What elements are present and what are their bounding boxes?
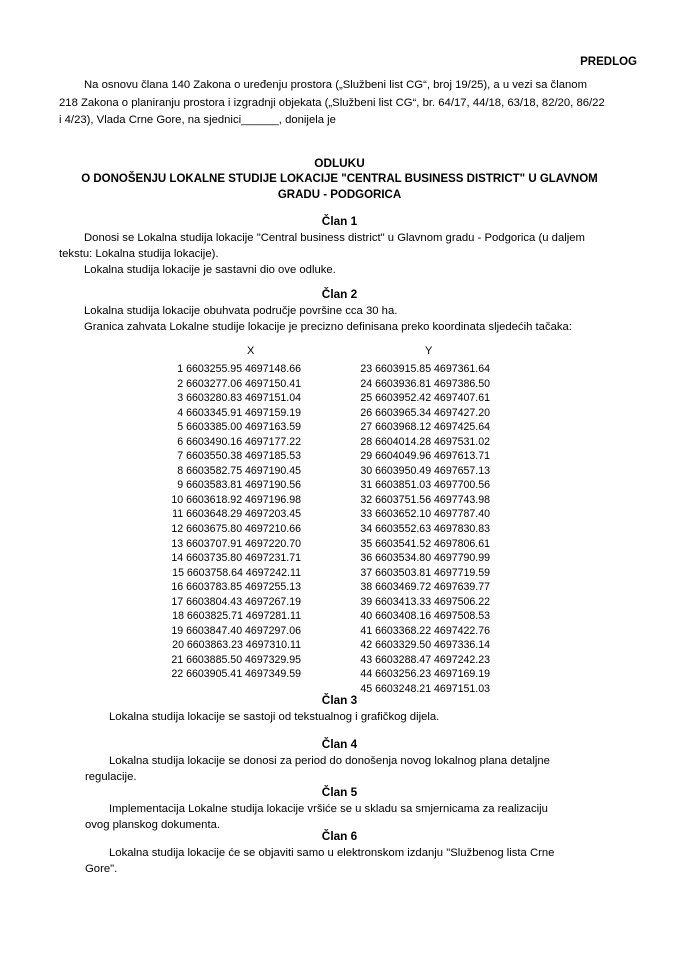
coordinate-point: 20 6603863.23 4697310.11 <box>172 639 301 652</box>
coordinate-point: 43 6603288.47 4697242.23 <box>360 653 490 666</box>
coordinate-point: 1 6603255.95 4697148.66 <box>177 363 301 375</box>
coordinate-point: 13 6603707.91 4697220.70 <box>171 537 301 550</box>
preamble-line-1: Na osnovu člana 140 Zakona o uređenju prostora („Službeni list CG“, broj 19/25), a u vezi sa članom <box>84 79 587 91</box>
coordinate-point: 18 6603825.71 4697281.11 <box>172 610 301 623</box>
coordinate-point: 9 6603583.81 4697190.56 <box>177 479 301 492</box>
article-4-line-2: regulacije. <box>85 771 137 783</box>
decision-subtitle: O DONOŠENJU LOKALNE STUDIJE LOKACIJE "CENTRAL BUSINESS DISTRICT" U GLAVNOM GRADU - PODGORICA <box>81 173 598 201</box>
document-status-label: PREDLOG <box>580 56 637 68</box>
coordinate-point: 45 6603248.21 4697151.03 <box>360 683 490 696</box>
coordinate-point: 23 6603915.85 4697361.64 <box>360 363 490 375</box>
coordinate-point: 2 6603277.06 4697150.41 <box>177 377 301 390</box>
coordinate-list-left <box>120 362 301 682</box>
article-6-line-1: Lokalna studija lokacije će se objaviti samo u elektronskom izdanju "Službenog lista Crne <box>109 847 555 859</box>
coordinate-point: 7 6603550.38 4697185.53 <box>177 450 301 463</box>
coordinate-point: 19 6603847.40 4697297.06 <box>171 624 301 637</box>
coordinate-point: 15 6603758.64 4697242.11 <box>172 566 301 579</box>
coordinate-point: 33 6603652.10 4697787.40 <box>360 508 490 521</box>
coordinate-point: 40 6603408.16 4697508.53 <box>360 610 490 623</box>
article-1-heading: Član 1 <box>321 214 358 228</box>
coordinate-point: 31 6603851.03 4697700.56 <box>360 479 490 492</box>
preamble-line-3: i 4/23), Vlada Crne Gore, na sjednici______, donijela je <box>59 114 336 126</box>
article-6-body <box>59 845 639 877</box>
coordinate-point: 22 6603905.41 4697349.59 <box>171 668 301 681</box>
coordinate-point: 6 6603490.16 4697177.22 <box>177 435 301 448</box>
coordinate-point: 38 6603469.72 4697639.77 <box>360 581 490 594</box>
preamble-line-2: 218 Zakona o planiranju prostora i izgradnji objekata („Službeni list CG“, br. 64/17, 44/18, 63/18, 82/20, 86/22 <box>59 96 605 109</box>
coordinate-point: 8 6603582.75 4697190.45 <box>177 464 301 477</box>
article-5-heading: Član 5 <box>321 785 358 799</box>
article-5-line-2: ovog planskog dokumenta. <box>85 819 221 831</box>
article-1-line-3: Lokalna studija lokacije je sastavni dio ove odluke. <box>84 264 336 276</box>
column-header-y: Y <box>425 345 433 357</box>
article-2-heading: Član 2 <box>321 287 358 301</box>
coordinate-point: 4 6603345.91 4697159.19 <box>177 406 301 419</box>
coordinate-point: 44 6603256.23 4697169.19 <box>360 668 490 681</box>
coordinate-point: 30 6603950.49 4697657.13 <box>360 464 490 477</box>
article-1-line-1: Donosi se Lokalna studija lokacije "Central business district" u Glavnom gradu - Podgorica (u daljem <box>84 232 585 244</box>
preamble <box>59 77 639 130</box>
coordinate-point: 10 6603618.92 4697196.98 <box>171 493 301 506</box>
article-2-body <box>59 303 639 335</box>
coordinate-point: 32 6603751.56 4697743.98 <box>360 493 490 506</box>
coordinate-point: 14 6603735.80 4697231.71 <box>171 552 301 565</box>
coordinate-point: 24 6603936.81 4697386.50 <box>360 377 490 390</box>
article-2-line-2: Granica zahvata Lokalne studije lokacije je precizno definisana preko koordinata sljedećih tačaka: <box>84 321 572 333</box>
article-6-heading: Član 6 <box>321 829 358 843</box>
coordinate-point: 3 6603280.83 4697151.04 <box>177 392 301 405</box>
coordinate-point: 21 6603885.50 4697329.95 <box>171 653 301 666</box>
coordinate-list-right <box>330 362 490 697</box>
coordinate-point: 39 6603413.33 4697506.22 <box>360 595 490 608</box>
article-1-line-2: tekstu: Lokalna studija lokacije). <box>59 248 219 260</box>
coordinate-point: 5 6603385.00 4697163.59 <box>177 421 301 434</box>
article-4-body <box>59 753 639 785</box>
coordinate-point: 28 6604014.28 4697531.02 <box>360 435 490 448</box>
coordinate-point: 27 6603968.12 4697425.64 <box>360 421 490 434</box>
coordinate-point: 35 6603541.52 4697806.61 <box>360 537 490 550</box>
decision-title: ODLUKU <box>314 156 365 170</box>
coordinate-point: 26 6603965.34 4697427.20 <box>360 406 490 419</box>
article-3-heading: Član 3 <box>321 693 358 707</box>
coordinate-point: 16 6603783.85 4697255.13 <box>171 581 301 594</box>
coordinate-point: 34 6603552.63 4697830.83 <box>360 523 490 536</box>
coordinate-point: 25 6603952.42 4697407.61 <box>360 392 490 405</box>
article-3-line-1: Lokalna studija lokacije se sastoji od tekstualnog i grafičkog dijela. <box>109 711 440 723</box>
article-4-heading: Član 4 <box>321 737 358 751</box>
coordinate-point: 37 6603503.81 4697719.59 <box>360 566 490 579</box>
coordinate-point: 29 6604049.96 4697613.71 <box>360 450 490 463</box>
article-1-body <box>59 230 639 278</box>
coordinate-point: 12 6603675.80 4697210.66 <box>171 523 301 536</box>
coordinate-point: 11 6603648.29 4697203.45 <box>172 508 301 521</box>
column-header-x: X <box>247 345 255 357</box>
coordinate-point: 41 6603368.22 4697422.76 <box>360 624 490 637</box>
article-2-line-1: Lokalna studija lokacije obuhvata područje površine cca 30 ha. <box>84 305 398 317</box>
article-5-line-1: Implementacija Lokalne studija lokacije vršiće se u skladu sa smjernicama za realizaciju <box>109 803 548 815</box>
coordinate-point: 17 6603804.43 4697267.19 <box>171 595 301 608</box>
coordinate-point: 42 6603329.50 4697336.14 <box>360 639 490 652</box>
article-6-line-2: Gore". <box>85 863 118 875</box>
article-3-body <box>59 709 639 725</box>
coordinate-point: 36 6603534.80 4697790.99 <box>360 552 490 565</box>
article-4-line-1: Lokalna studija lokacije se donosi za period do donošenja novog lokalnog plana detaljne <box>109 755 550 767</box>
